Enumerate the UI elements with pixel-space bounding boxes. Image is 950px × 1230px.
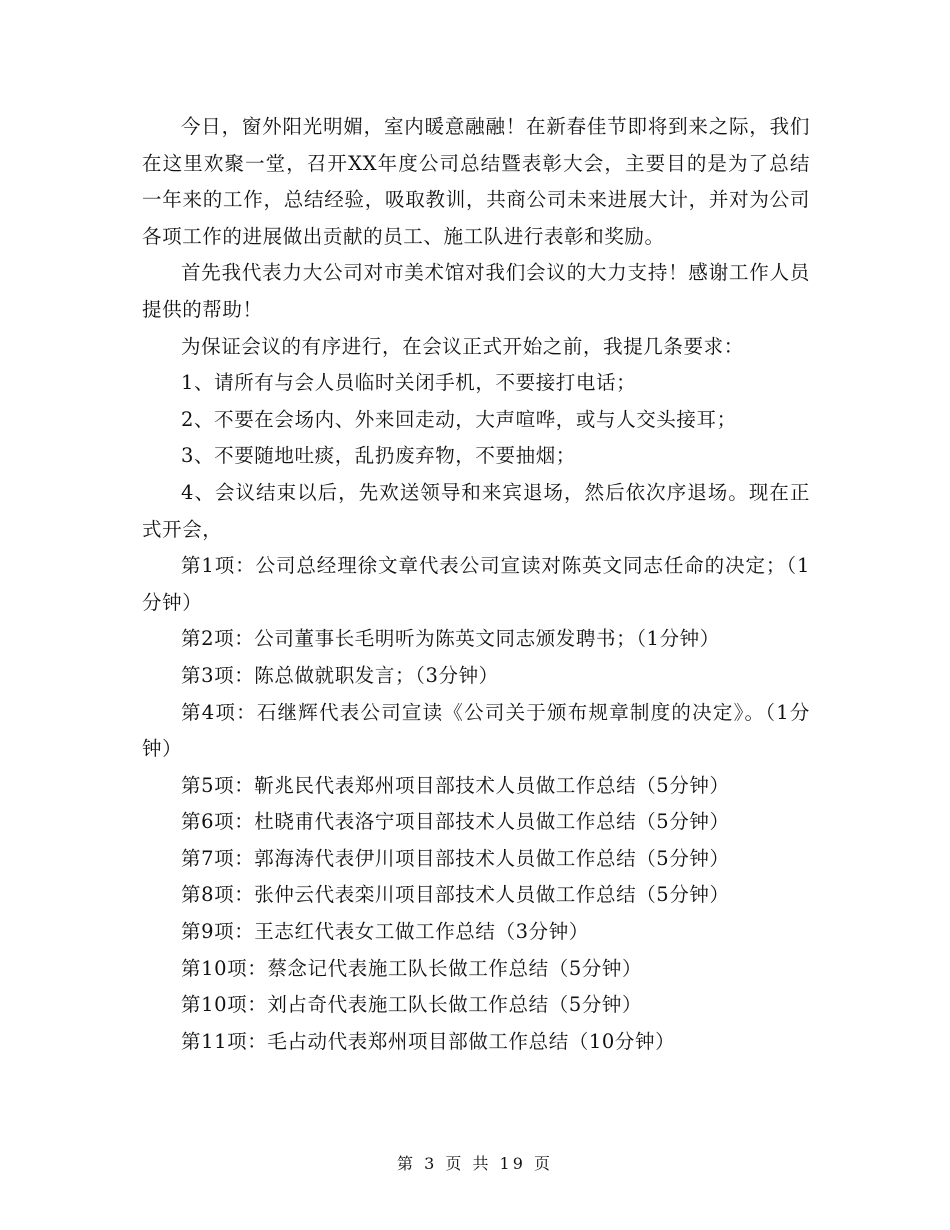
agenda-item-4: 第4项：石继辉代表公司宣读《公司关于颁布规章制度的决定》。（1分钟）	[142, 700, 810, 761]
requirement-item-1: 1、请所有与会人员临时关闭手机，不要接打电话；	[181, 371, 637, 395]
page-number-footer: 第 3 页 共 19 页	[397, 1154, 553, 1173]
paragraph-opening: 今日，窗外阳光明媚，室内暖意融融！在新春佳节即将到来之际，我们在这里欢聚一堂，召开XX年度公司总结暨表彰大会，主要目的是为了总结一年来的工作，总结经验，吸取教训，共商公司未来进展大计，并对为公司各项工作的进展做出贡献的员工、施工队进行表彰和奖励。	[142, 115, 810, 248]
agenda-item-7: 第7项：郭海涛代表伊川项目部技术人员做工作总结（5分钟）	[181, 846, 730, 870]
agenda-item-1: 第1项：公司总经理徐文章代表公司宣读对陈英文同志任命的决定；（1分钟）	[142, 554, 810, 614]
requirement-item-2: 2、不要在会场内、外来回走动，大声喧哗，或与人交头接耳；	[181, 407, 737, 431]
paragraph-thanks: 首先我代表力大公司对市美术馆对我们会议的大力支持！感谢工作人员提供的帮助！	[142, 261, 810, 321]
paragraph-requirements-intro: 为保证会议的有序进行，在会议正式开始之前，我提几条要求：	[181, 334, 744, 358]
agenda-item-5: 第5项：靳兆民代表郑州项目部技术人员做工作总结（5分钟）	[181, 773, 730, 797]
agenda-item-11: 第11项：毛占动代表郑州项目部做工作总结（10分钟）	[181, 1029, 676, 1053]
requirement-item-4: 4、会议结束以后，先欢送领导和来宾退场，然后依次序退场。现在正式开会，	[142, 480, 810, 541]
agenda-item-6: 第6项：杜晓甫代表洛宁项目部技术人员做工作总结（5分钟）	[181, 810, 730, 834]
agenda-item-3: 第3项：陈总做就职发言；（3分钟）	[181, 663, 499, 687]
agenda-item-2: 第2项：公司董事长毛明听为陈英文同志颁发聘书；（1分钟）	[181, 627, 720, 651]
agenda-item-8: 第8项：张仲云代表栾川项目部技术人员做工作总结（5分钟）	[181, 883, 730, 907]
agenda-item-10b: 第10项：刘占奇代表施工队长做工作总结（5分钟）	[181, 993, 643, 1017]
document-body	[142, 109, 810, 1060]
agenda-item-9: 第9项：王志红代表女工做工作总结（3分钟）	[181, 920, 589, 944]
requirement-item-3: 3、不要随地吐痰，乱扔废弃物，不要抽烟；	[181, 444, 576, 468]
agenda-item-10a: 第10项：蔡念记代表施工队长做工作总结（5分钟）	[181, 956, 643, 980]
